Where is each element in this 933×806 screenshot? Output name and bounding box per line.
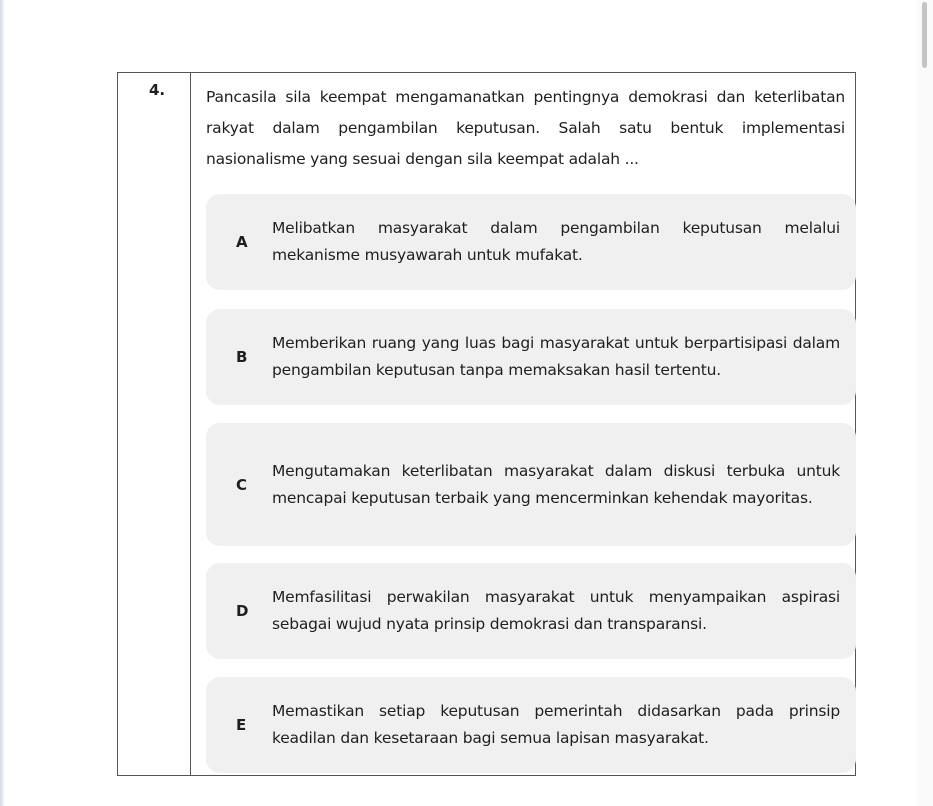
question-table: [117, 72, 856, 776]
option-e-letter: E: [236, 716, 247, 734]
option-d-letter: D: [236, 602, 249, 620]
option-d[interactable]: [206, 563, 856, 659]
option-a[interactable]: [206, 194, 856, 290]
option-e-text: Memastikan setiap keputusan pemerintah didasarkan pada prinsip keadilan dan kesetaraan bagi semua lapisan masyarakat.: [272, 702, 840, 747]
option-e[interactable]: [206, 677, 856, 773]
option-b-letter: B: [236, 348, 248, 366]
option-a-letter: A: [236, 233, 248, 251]
option-c[interactable]: [206, 423, 856, 546]
option-c-text: Mengutamakan keterlibatan masyarakat dalam diskusi terbuka untuk mencapai keputusan terbaik yang mencerminkan kehendak mayoritas.: [272, 461, 840, 507]
option-c-letter: C: [236, 475, 248, 494]
page-left-edge: [0, 0, 4, 806]
scrollbar-thumb[interactable]: [922, 2, 927, 68]
question-number-column: [118, 73, 191, 775]
option-b[interactable]: [206, 309, 856, 405]
option-a-text: Melibatkan masyarakat dalam pengambilan keputusan melalui mekanisme musyawarah untuk mufakat.: [272, 219, 840, 264]
question-text: Pancasila sila keempat mengamanatkan pentingnya demokrasi dan keterlibatan rakyat dalam pengambilan keputusan. Salah satu bentuk implementasi nasionalisme yang sesuai dengan sila keempat adalah ...: [206, 88, 845, 168]
question-number: 4.: [149, 81, 166, 99]
vertical-scrollbar[interactable]: [917, 0, 933, 806]
option-b-text: Memberikan ruang yang luas bagi masyarakat untuk berpartisipasi dalam pengambilan keputusan tanpa memaksakan hasil tertentu.: [272, 334, 840, 379]
option-d-text: Memfasilitasi perwakilan masyarakat untuk menyampaikan aspirasi sebagai wujud nyata prinsip demokrasi dan transparansi.: [272, 588, 840, 633]
